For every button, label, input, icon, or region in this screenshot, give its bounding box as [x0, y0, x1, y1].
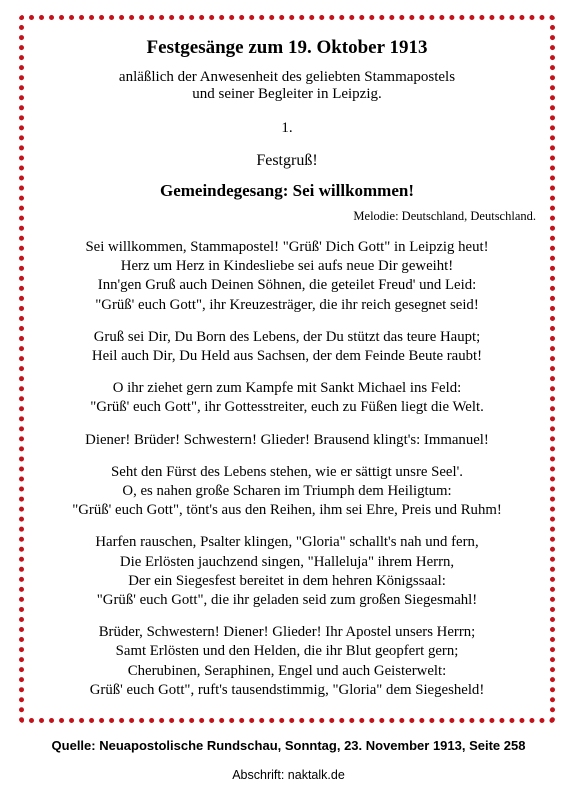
- verse-line: Gruß sei Dir, Du Born des Lebens, der Du stützt das teure Haupt;: [93, 328, 481, 345]
- document-subtitle: [24, 69, 550, 103]
- verse: [24, 328, 550, 366]
- verse-line: Diener! Brüder! Schwestern! Glieder! Brausend klingt's: Immanuel!: [85, 431, 489, 448]
- verse-line: O, es nahen große Scharen im Triumph dem Heiligtum:: [122, 483, 452, 500]
- transcript-credit: Abschrift: naktalk.de: [232, 768, 345, 782]
- document-body: [24, 36, 550, 700]
- verse-line: O ihr ziehet gern zum Kampfe mit Sankt Michael ins Feld:: [112, 380, 462, 397]
- verse-line: Heil auch Dir, Du Held aus Sachsen, der dem Feinde Beute raubt!: [91, 348, 483, 365]
- verse: [24, 431, 550, 450]
- verse-line: Cherubinen, Seraphinen, Engel und auch Geisterwelt:: [127, 662, 447, 679]
- verse-line: Seht den Fürst des Lebens stehen, wie er sättigt unsre Seel'.: [111, 463, 463, 480]
- verse-line: Sei willkommen, Stammapostel! "Grüß' Dich Gott" in Leipzig heut!: [85, 239, 489, 255]
- verse: [24, 379, 550, 417]
- verse-line: Der ein Siegesfest bereitet in dem hehren Königssaal:: [128, 572, 446, 589]
- verse-line: Die Erlösten jauchzend singen, "Halleluja" ihrem Herrn,: [119, 553, 455, 570]
- verse-line: "Grüß' euch Gott", ihr Kreuzesträger, die ihr reich gesegnet seid!: [95, 296, 479, 313]
- hymn-title: Gemeindegesang: Sei willkommen!: [159, 181, 415, 200]
- verse-line: "Grüß' euch Gott", ihr Gottesstreiter, euch zu Füßen liegt die Welt.: [90, 399, 484, 416]
- verse-line: Samt Erlösten und den Helden, die ihr Blut geopfert gern;: [115, 643, 459, 660]
- verse-line: "Grüß' euch Gott", die ihr geladen seid zum großen Siegesmahl!: [96, 592, 478, 609]
- hymn-number: 1.: [281, 120, 293, 136]
- document-title: Festgesänge zum 19. Oktober 1913: [146, 37, 428, 58]
- verse-line: Grüß' euch Gott", ruft's tausendstimmig, "Gloria" dem Siegesheld!: [89, 681, 485, 698]
- verse-line: Inn'gen Gruß auch Deinen Söhnen, die geteilet Freud' und Leid:: [97, 277, 477, 294]
- verse: [24, 463, 550, 521]
- subtitle-line: und seiner Begleiter in Leipzig.: [192, 86, 382, 102]
- verse-line: "Grüß' euch Gott", tönt's aus den Reihen, ihm sei Ehre, Preis und Ruhm!: [72, 502, 502, 519]
- subtitle-line: anläßlich der Anwesenheit des geliebten Stammapostels: [118, 69, 456, 85]
- greeting-heading: Festgruß!: [256, 152, 318, 169]
- verse-line: Brüder, Schwestern! Diener! Glieder! Ihr Apostel unsers Herrn;: [98, 624, 476, 641]
- verse-line: Harfen rauschen, Psalter klingen, "Gloria" schallt's nah und fern,: [95, 534, 479, 551]
- melody-note: Melodie: Deutschland, Deutschland.: [353, 209, 536, 223]
- verse: [24, 238, 550, 315]
- verse: [24, 623, 550, 700]
- source-citation: Quelle: Neuapostolische Rundschau, Sonntag, 23. November 1913, Seite 258: [51, 738, 526, 753]
- verse-line: Herz um Herz in Kindesliebe sei aufs neue Dir geweiht!: [120, 258, 454, 275]
- verse: [24, 533, 550, 610]
